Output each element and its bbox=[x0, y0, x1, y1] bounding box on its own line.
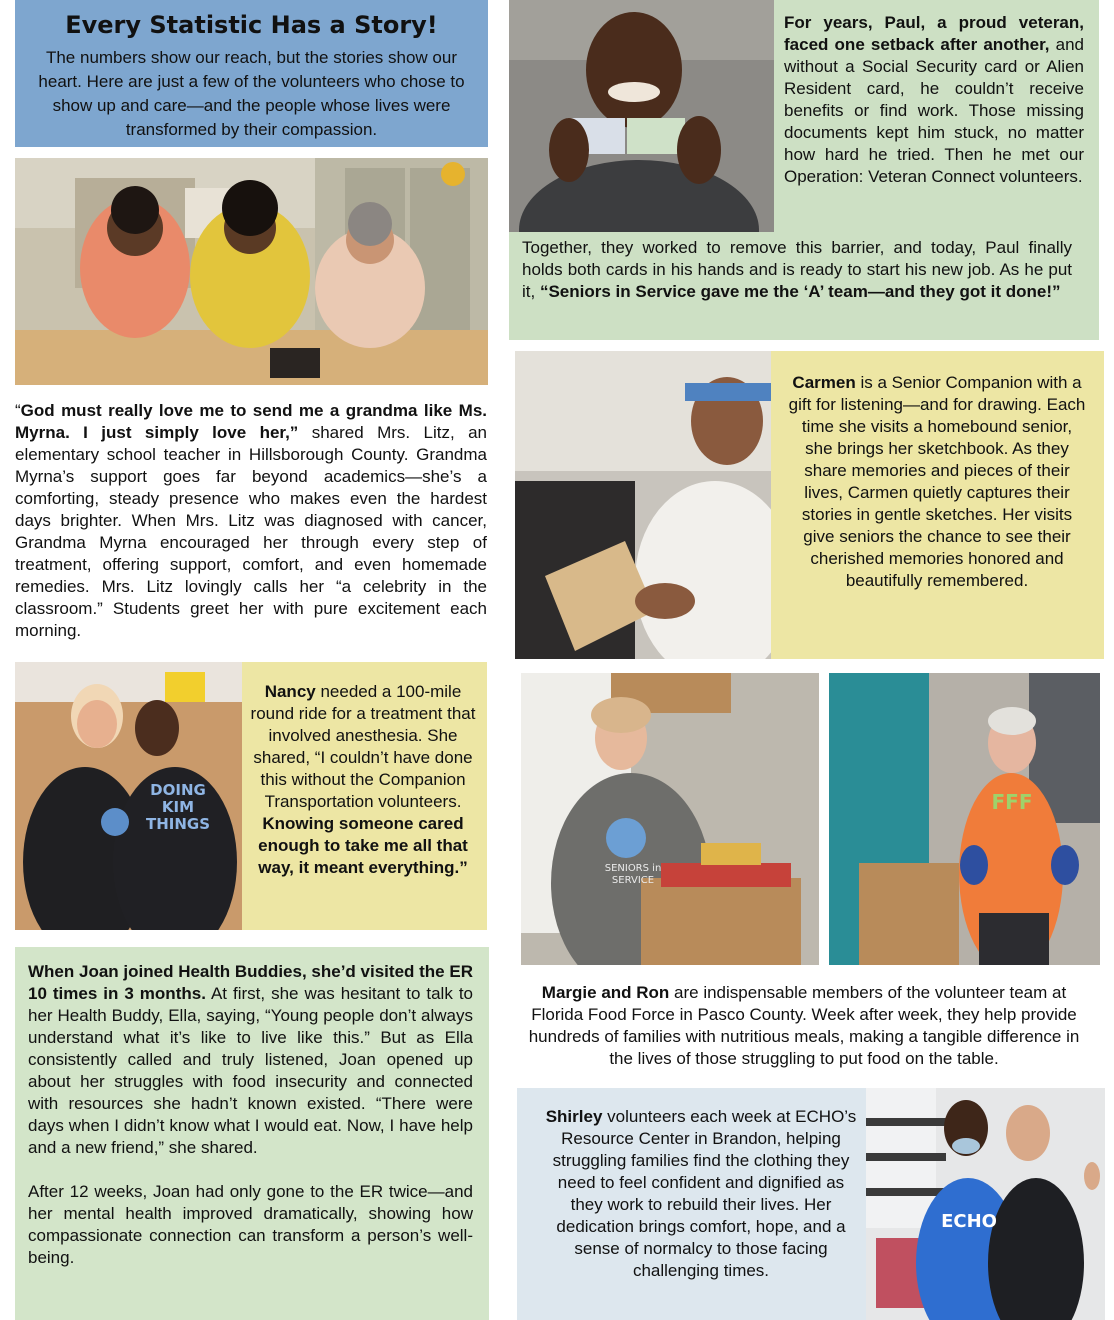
page-title: Every Statistic Has a Story! bbox=[65, 11, 438, 39]
myrna-story bbox=[15, 400, 487, 642]
open-quote-mark: “ bbox=[15, 401, 21, 420]
nancy-story bbox=[249, 681, 477, 879]
myrna-group-photo bbox=[15, 158, 488, 385]
nancy-body: needed a 100-mile round ride for a treatment that involved anesthesia. She shared, “I couldn’t have done this without the Companion Transportation volunteers. bbox=[250, 682, 476, 811]
nancy-photo bbox=[15, 662, 242, 930]
shirley-shirt-text: ECHO bbox=[941, 1211, 997, 1232]
intro-box bbox=[15, 0, 488, 147]
carmen-story bbox=[788, 372, 1086, 592]
joan-paragraph-2: After 12 weeks, Joan had only gone to the ER twice—and her mental health improved dramatically, showing how compassionate connection can transform a person’s well-being. bbox=[28, 1182, 473, 1267]
intro-text: The numbers show our reach, but the stories show our heart. Here are just a few of the volunteers who chose to show up and care—and the people whose lives were transformed by their compassion. bbox=[38, 48, 465, 139]
joan-paragraph-1 bbox=[28, 961, 473, 1159]
paul-lead: For years, Paul, a proud veteran, faced one setback after another, bbox=[784, 13, 1084, 54]
paul-continued: Together, they worked to remove this barrier, and today, Paul finally holds both cards in his hands and is ready to start his new job. As he put it, bbox=[522, 238, 1072, 301]
carmen-name: Carmen bbox=[792, 373, 856, 392]
ron-shirt-text: FFF bbox=[991, 790, 1033, 814]
carmen-photo bbox=[515, 351, 771, 659]
shirley-name: Shirley bbox=[545, 1107, 603, 1126]
paul-quote: “Seniors in Service gave me the ‘A’ team—and they got it done!” bbox=[539, 282, 1061, 301]
nancy-emphasis: Knowing someone cared enough to take me all that way, it meant everything.” bbox=[258, 814, 468, 877]
myrna-body: shared Mrs. Litz, an elementary school teacher in Hillsborough County. Grandma Myrna’s support goes far beyond academics—she’s a comforting, steady presence who makes even the hardest days brighter. When Mrs. Litz was diagnosed with cancer, Grandma Myrna encouraged her through every step of treatment, offering support, comfort, and even homemade remedies. Mrs. Litz lovingly calls her “a celebrity in the classroom.” Students greet her with pure excitement each morning. bbox=[15, 423, 487, 640]
paul-story-lead bbox=[784, 12, 1084, 188]
ron-photo bbox=[829, 673, 1100, 965]
margie-shirt-text: SENIORS in SERVICE bbox=[604, 863, 662, 886]
carmen-body: is a Senior Companion with a gift for listening—and for drawing. Each time she visits a homebound senior, she brings her sketchbook. As they share memories and pieces of their lives, Carmen quietly captures their stories in gentle sketches. Her visits give seniors the chance to see their cherished memories honored and beautifully remembered. bbox=[788, 373, 1086, 590]
nancy-shirt-text: DOING KIM THINGS bbox=[145, 781, 211, 833]
shirley-body: volunteers each week at ECHO’s Resource Center in Brandon, helping struggling families find the clothing they need to feel confident and dignified as they work to rebuild their lives. Her dedication brings comfort, hope, and a sense of normalcy to those facing challenging times. bbox=[552, 1107, 857, 1280]
joan-story bbox=[28, 961, 473, 1291]
joan-lead: When Joan joined Health Buddies, she’d visited the ER 10 times in 3 months. bbox=[28, 962, 473, 1003]
margie-photo bbox=[521, 673, 819, 965]
paul-story-continued bbox=[522, 237, 1072, 303]
paul-body: and without a Social Security card or Alien Resident card, he couldn’t receive benefits or find work. Those missing documents kept him stuck, no matter how hard he tried. Then he met our Operation: Veteran Connect volunteers. bbox=[784, 35, 1084, 186]
nancy-name: Nancy bbox=[264, 682, 316, 701]
margie-names: Margie and Ron bbox=[541, 983, 670, 1002]
margie-body: are indispensable members of the volunteer team at Florida Food Force in Pasco County. Week after week, they help provide hundreds of families with nutritious meals, making a tangible difference in the lives of those struggling to put food on the table. bbox=[528, 983, 1080, 1068]
paul-photo bbox=[509, 0, 774, 232]
margie-ron-story bbox=[521, 982, 1087, 1070]
shirley-story bbox=[542, 1106, 860, 1282]
joan-body: At first, she was hesitant to talk to her Health Buddy, Ella, saying, “Young people don’t always understand what it’s like to live like this.” But as Ella consistently called and truly listened, Joan opened up about her struggles with food insecurity and connected with resources she hadn’t known existed. “There were days when I didn’t know what I would eat. Now, I have help and a new friend,” she shared. bbox=[28, 984, 473, 1157]
myrna-quote: God must really love me to send me a grandma like Ms. Myrna. I just simply love her,” bbox=[15, 401, 487, 442]
shirley-photo bbox=[866, 1088, 1105, 1320]
